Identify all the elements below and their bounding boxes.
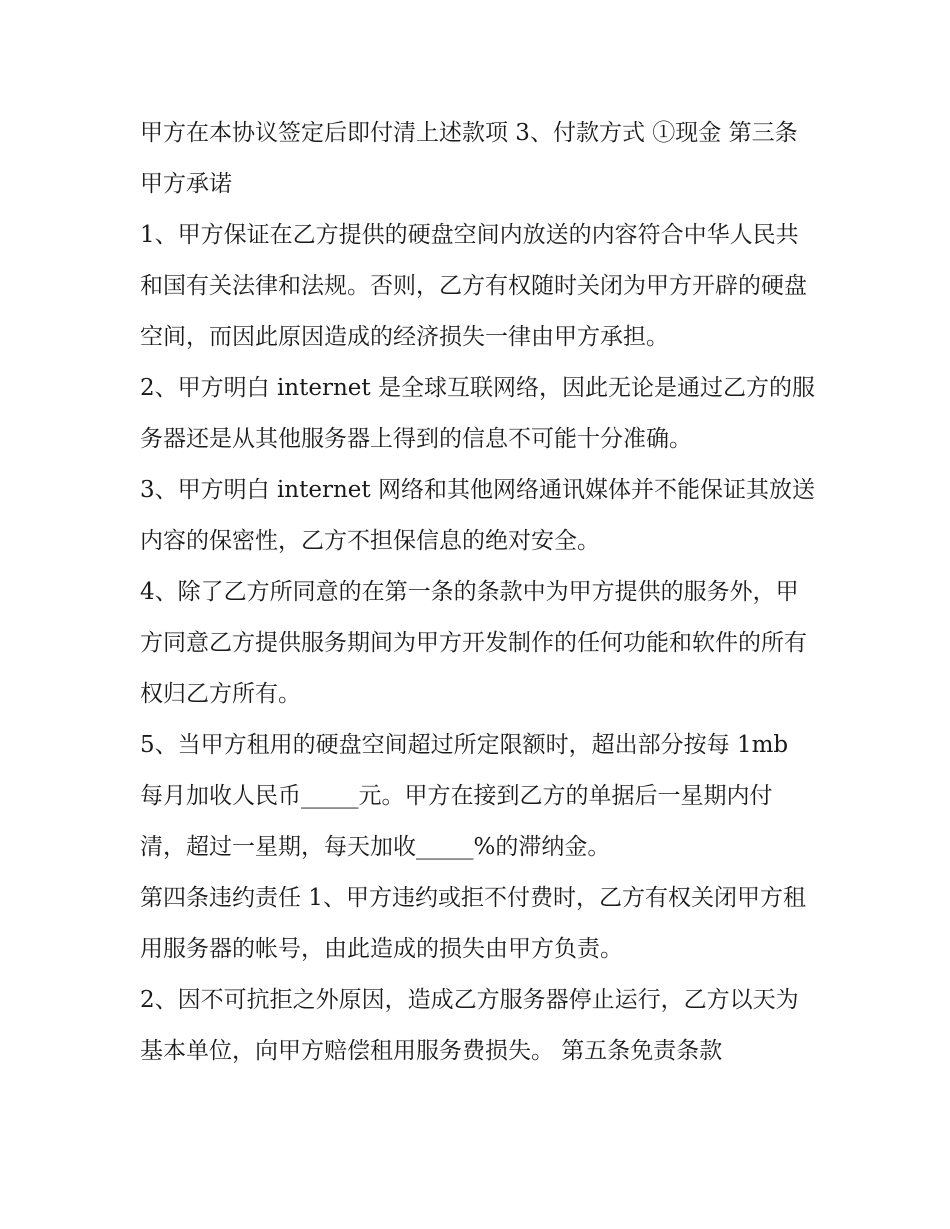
paragraph-breach-liability: 第四条违约责任 1、甲方违约或拒不付费时，乙方有权关闭甲方租用服务器的帐号，由此造成的损失由甲方负责。 xyxy=(140,885,806,962)
paragraph-payment-terms: 甲方在本协议签定后即付清上述款项 3、付款方式 ①现金 第三条甲方承诺 xyxy=(140,120,798,197)
paragraph-clause-3: 3、甲方明白 internet 网络和其他网络通讯媒体并不能保证其放送内容的保密性，乙方不担保信息的绝对安全。 xyxy=(140,477,815,554)
paragraph-clause-5: 5、当甲方租用的硬盘空间超过所定限额时，超出部分按每 1mb 每月加收人民币_____元。甲方在接到乙方的单据后一星期内付清，超过一星期，每天加收_____%的滞纳金。 xyxy=(140,732,789,860)
paragraph-clause-2: 2、甲方明白 internet 是全球互联网络，因此无论是通过乙方的服务器还是从其他服务器上得到的信息不可能十分准确。 xyxy=(140,375,815,452)
paragraph-clause-4: 4、除了乙方所同意的在第一条的条款中为甲方提供的服务外，甲方同意乙方提供服务期间为甲方开发制作的任何功能和软件的所有权归乙方所有。 xyxy=(140,579,807,707)
document-page xyxy=(140,108,815,1077)
paragraph-compensation: 2、因不可抗拒之外原因，造成乙方服务器停止运行，乙方以天为基本单位，向甲方赔偿租用服务费损失。 第五条免责条款 xyxy=(140,987,799,1064)
paragraph-clause-1: 1、甲方保证在乙方提供的硬盘空间内放送的内容符合中华人民共和国有关法律和法规。否则，乙方有权随时关闭为甲方开辟的硬盘空间，而因此原因造成的经济损失一律由甲方承担。 xyxy=(140,222,807,350)
